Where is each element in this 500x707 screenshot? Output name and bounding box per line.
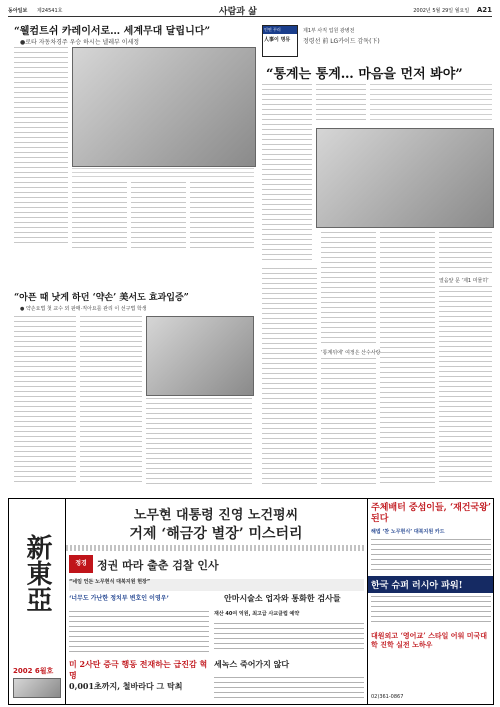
ad-line5: 안마시술소 업자와 통화한 검사들 xyxy=(224,593,341,603)
article3-body-col3 xyxy=(146,398,252,484)
magazine-brand-column xyxy=(9,499,66,704)
article1-headline: “웰컴트쉬 카레이서로… 세계무대 달립니다” xyxy=(14,26,211,37)
article1-body-col2 xyxy=(72,182,127,250)
ad-right-text xyxy=(371,539,491,573)
article2-body-col6 xyxy=(321,358,376,484)
ad-main-title1: 노무현 대통령 진영 노건평씨 xyxy=(133,508,299,523)
ad-main-title2: 거제 ‘해금강 별장’ 미스터리 xyxy=(129,526,303,542)
article1-body-col1 xyxy=(14,47,68,247)
article2-body-col8 xyxy=(439,232,492,274)
article3-headline: “아픈 때 낫게 하던 ‘약손’ 美서도 효과입증” xyxy=(14,293,189,303)
section-title: 사람과 삶 xyxy=(218,6,257,17)
ad-tag: 정경 xyxy=(69,555,93,573)
ad-right-top: 주체배터 중섬이들, ‘재건국왕’ 된다 xyxy=(371,503,491,524)
article1-subtitle: ●로타 자동차경주 우승 하시는 넬레부 이세정 xyxy=(20,39,140,46)
article2-body-col9 xyxy=(439,286,492,484)
ad-text-block1 xyxy=(69,611,209,653)
ad-text-block3 xyxy=(214,677,364,699)
photo-caption xyxy=(72,168,254,178)
ad-line6: 재산 40여 억원, 최고급 사교클럽 예약 xyxy=(214,611,300,617)
ad-bottom-red: 미 2사탄 증극 행동 전재하는 급진감 혁명 xyxy=(69,659,208,680)
race-car-photo xyxy=(72,47,256,167)
article2-body-col7 xyxy=(380,232,435,484)
ad-right-sub: 해법 ‘찬 노무현식’ 대북지원 카드 xyxy=(371,529,445,535)
page-header xyxy=(8,4,492,17)
ad-right-column xyxy=(367,499,494,704)
ad-text-block2 xyxy=(214,623,364,653)
article2-headline: “통계는 통계… 마음을 먼저 봐야” xyxy=(266,67,463,82)
series-badge: 인연 꾸러 人事이 명뮤 xyxy=(262,25,298,57)
article4-sub2: 열음앞 문 ‘제1 미물히’ xyxy=(439,278,489,284)
magazine-cover-photo xyxy=(13,678,61,698)
article2-body-col3 xyxy=(370,84,492,124)
magazine-issue: 2002 6월호 xyxy=(13,667,54,675)
article4-sub1: ‘통계뒤에’ 여정은 산수사랑 xyxy=(321,350,381,356)
ad-right-bottom: 대원외고 ‘영어교’ 스타일 어워 미국대학 진학 실전 노하우 xyxy=(371,631,488,649)
article1-body-col3 xyxy=(131,182,186,250)
ad-line2: 정권 따라 출춘 검찰 인사 xyxy=(97,559,219,572)
ad-right-mid: 한국 슈퍼 러시아 파워! xyxy=(368,576,494,593)
ad-bottom-price: 0,001초까지, 철바라다 그 탁최 xyxy=(69,681,183,691)
article3-body-col1 xyxy=(14,316,76,484)
ad-fine-print xyxy=(66,545,366,551)
sindonga-advertisement xyxy=(8,498,494,705)
article1-body-col4 xyxy=(190,182,254,250)
article2-body-col1 xyxy=(262,84,312,264)
baseball-manager-photo xyxy=(316,128,494,228)
ad-phone: 02)361-0867 xyxy=(371,694,404,700)
masthead-left: 동아일보 제24541호 xyxy=(8,7,63,14)
ad-main-band xyxy=(66,499,366,543)
magazine-brand: 新東亞 xyxy=(22,534,52,612)
header-right: 2002년 5월 29일 월요일 A21 xyxy=(413,6,492,14)
ad-line4: ‘너무도 가난한 정치부 변호인 이영우’ xyxy=(69,595,169,602)
article2-body-col4 xyxy=(262,268,317,484)
ad-right-text2 xyxy=(371,596,491,626)
ad-line3: “네임 언돈 노무현식 대북지원 현장” xyxy=(69,579,364,591)
article3-body-col2 xyxy=(80,316,142,484)
article2-body-col5 xyxy=(321,232,376,346)
article2-body-col2 xyxy=(316,84,366,124)
article2-sub1: 제1부 사직 업원 광병전 xyxy=(303,28,355,34)
doctor-photo xyxy=(146,316,254,396)
ad-bottom-sub: 세녹스 죽어가지 않다 xyxy=(214,659,290,669)
article2-sub2: 정령선 前 LG카이드 감독(下) xyxy=(303,38,380,45)
article3-subtitle: ● 약손요법 첫 교수 외 판매·직아요를 관리 이 선구법 학생 xyxy=(20,306,147,312)
